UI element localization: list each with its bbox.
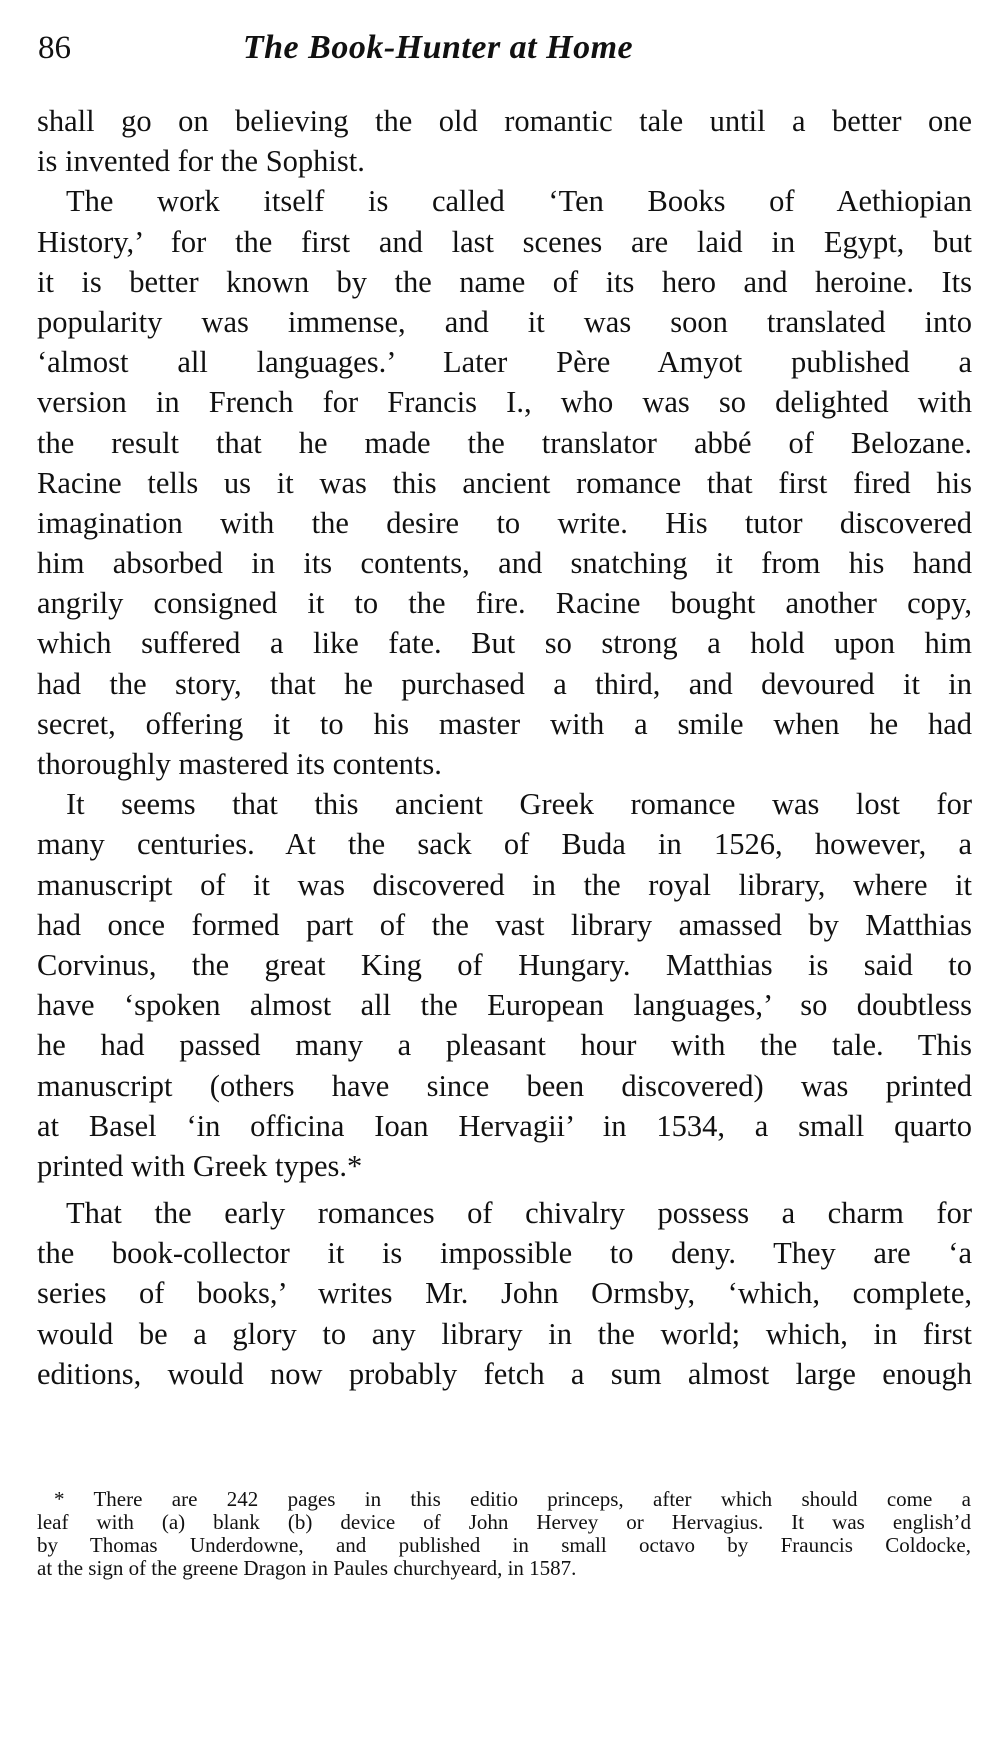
text-line: the result that he made the translator abbé of Belozane.: [37, 425, 972, 460]
running-title: The Book-Hunter at Home: [242, 29, 634, 66]
text-line: which suffered a like fate. But so strong a hold upon him: [37, 626, 972, 661]
text-line: Racine tells us it was this ancient romance that first fired his: [37, 465, 972, 500]
footnote-line: leaf with (a) blank (b) device of John Hervey or Hervagius. It was english’d: [37, 1510, 971, 1534]
text-line: editions, would now probably fetch a sum almost large enough: [37, 1356, 972, 1391]
text-line: The work itself is called ‘Ten Books of Aethiopian: [66, 184, 972, 219]
text-line: it is better known by the name of its hero and heroine. Its: [37, 264, 972, 299]
page-header: [38, 26, 978, 72]
text-line: series of books,’ writes Mr. John Ormsby, ‘which, complete,: [37, 1276, 972, 1311]
page-number: 86: [38, 30, 71, 66]
text-line: manuscript (others have since been discovered) was printed: [37, 1068, 972, 1103]
text-line: the book-collector it is impossible to deny. They are ‘a: [37, 1236, 972, 1271]
text-line: That the early romances of chivalry possess a charm for: [66, 1196, 972, 1231]
text-line: had once formed part of the vast library amassed by Matthias: [37, 907, 972, 942]
text-line: ‘almost all languages.’ Later Père Amyot published a: [37, 345, 972, 380]
text-line: imagination with the desire to write. His tutor discovered: [37, 505, 972, 540]
text-line: he had passed many a pleasant hour with the tale. This: [37, 1028, 972, 1063]
text-line: printed with Greek types.*: [37, 1148, 363, 1183]
text-line: secret, offering it to his master with a smile when he had: [37, 706, 972, 741]
footnote-line: * There are 242 pages in this editio princeps, after which should come a: [54, 1487, 971, 1511]
text-line: thoroughly mastered its contents.: [37, 747, 442, 781]
footnote-line: by Thomas Underdowne, and published in small octavo by Frauncis Coldocke,: [37, 1533, 971, 1557]
paragraph-gap: [37, 1186, 972, 1193]
text-line: had the story, that he purchased a third, and devoured it in: [37, 666, 972, 701]
text-line: angrily consigned it to the fire. Racine bought another copy,: [37, 586, 972, 621]
text-line: version in French for Francis I., who was so delighted with: [37, 385, 972, 420]
text-line: Corvinus, the great King of Hungary. Matthias is said to: [37, 947, 972, 982]
paragraph: [37, 784, 972, 1186]
page-body: [37, 101, 972, 1394]
text-line: is invented for the Sophist.: [37, 144, 365, 179]
paragraph: [37, 101, 972, 181]
footnote-line: at the sign of the greene Dragon in Paules churchyeard, in 1587.: [37, 1556, 577, 1580]
paragraph: [37, 1193, 972, 1394]
text-line: him absorbed in its contents, and snatching it from his hand: [37, 546, 972, 581]
footnote: [37, 1488, 971, 1580]
text-line: shall go on believing the old romantic tale until a better one: [37, 104, 972, 138]
text-line: have ‘spoken almost all the European languages,’ so doubtless: [37, 988, 972, 1023]
text-line: popularity was immense, and it was soon translated into: [37, 304, 972, 339]
text-line: would be a glory to any library in the world; which, in first: [37, 1316, 972, 1351]
text-line: many centuries. At the sack of Buda in 1526, however, a: [37, 827, 972, 862]
paragraph: [37, 181, 972, 784]
text-line: manuscript of it was discovered in the royal library, where it: [37, 867, 972, 902]
text-line: History,’ for the first and last scenes are laid in Egypt, but: [37, 224, 972, 259]
text-line: It seems that this ancient Greek romance was lost for: [66, 787, 972, 822]
text-line: at Basel ‘in officina Ioan Hervagii’ in 1534, a small quarto: [37, 1108, 972, 1143]
